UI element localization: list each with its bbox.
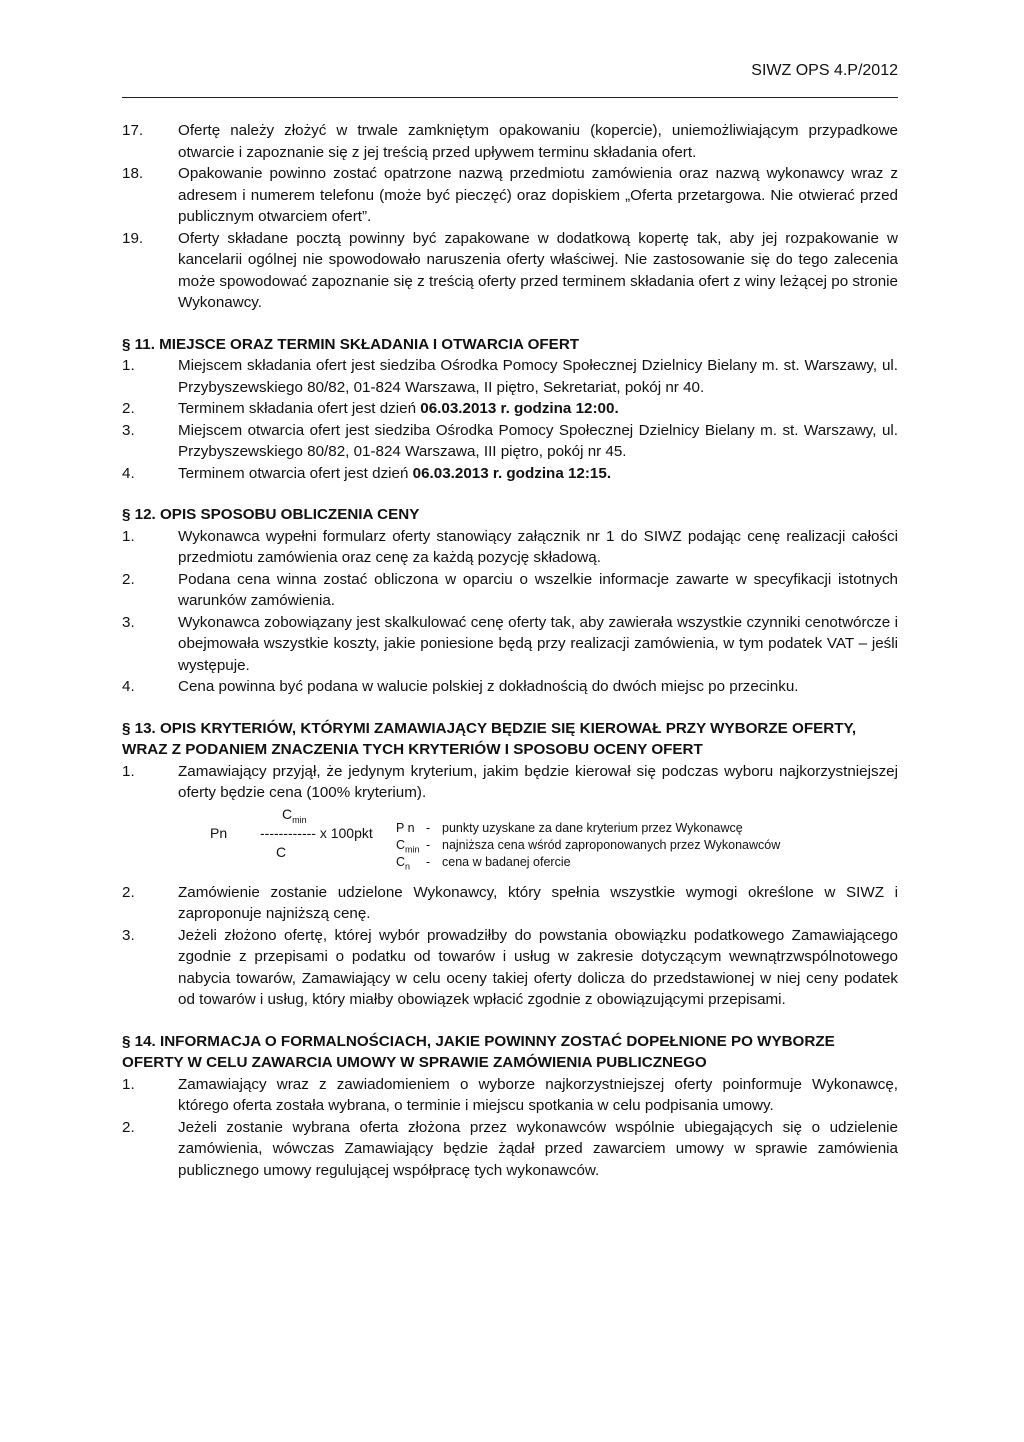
document-header: SIWZ OPS 4.P/2012: [751, 62, 898, 79]
section-heading-line: OFERTY W CELU ZAWARCIA UMOWY W SPRAWIE ZAMÓWIENIA PUBLICZNEGO: [122, 1054, 707, 1071]
list-item: [122, 925, 898, 1011]
legend-dash: -: [426, 837, 431, 852]
item-number: 18.: [122, 165, 144, 182]
item-text: Podana cena winna zostać obliczona w oparciu o wszelkie informacje zawarte w specyfikacji istotnych warunków zamówienia.: [178, 570, 898, 609]
item-number: 4.: [122, 464, 135, 482]
list-item: [122, 882, 898, 925]
item-text: Ofertę należy złożyć w trwale zamkniętym opakowaniu (kopercie), uniemożliwiającym przypadkowe otwarcie i zapoznanie się z jej treścią przed upływem terminu składania ofert.: [178, 122, 898, 161]
item-deadline: 06.03.2013 r. godzina 12:15.: [412, 464, 612, 482]
formula-denominator: C: [276, 843, 287, 860]
item-text: [178, 463, 898, 485]
legend-symbol-sub: n: [405, 861, 411, 871]
item-text: Jeżeli zostanie wybrana oferta złożona przez wykonawców wspólnie ubiegających się o udzielenie zamówienia, wówczas Zamawiający będzie żądał przed zawarciem umowy w sprawie zamówienia publicznego umowy regulującej współpracę tych wykonawców.: [178, 1118, 898, 1179]
item-text: Wykonawca wypełni formularz oferty stanowiący załącznik nr 1 do SIWZ podając cenę realizacji całości przedmiotu zamówienia oraz cenę za każdą pozycję składową.: [178, 527, 898, 566]
item-number: 2.: [122, 570, 135, 588]
item-number: 2.: [122, 1118, 135, 1136]
list-item: [122, 398, 898, 420]
section-heading-11: § 11. MIEJSCE ORAZ TERMIN SKŁADANIA I OTWARCIA OFERT: [122, 335, 580, 353]
legend-desc: cena w badanej ofercie: [442, 854, 571, 869]
header-rule: [122, 97, 898, 98]
item-number: 17.: [122, 122, 144, 139]
section-heading-line: WRAZ Z PODANIEM ZNACZENIA TYCH KRYTERIÓW I SPOSOBU OCENY OFERT: [122, 741, 703, 758]
item-number: 3.: [122, 926, 135, 944]
section-heading-12: § 12. OPIS SPOSOBU OBLICZENIA CENY: [122, 506, 420, 523]
item-number: 4.: [122, 678, 135, 695]
item-text: Jeżeli złożono ofertę, której wybór prowadziłby do powstania obowiązku podatkowego Zamawiającego zgodnie z przepisami o podatku od towarów i usług w zakresie dotyczącym wewnątrzwspólnotowego nabycia towarów, Zamawiający w celu oceny takiej oferty dolicza do przedstawionej w niej ceny podatek od towarów i usług, który miałby obowiązek wpłacić zgodnie z obowiązującymi przepisami.: [178, 926, 898, 1008]
item-text-plain: Terminem składania ofert jest dzień: [178, 400, 421, 417]
item-number: 1.: [122, 762, 135, 780]
list-item: [122, 163, 898, 228]
list-item: [122, 526, 898, 569]
section-heading-line: § 13. OPIS KRYTERIÓW, KTÓRYMI ZAMAWIAJĄCY BĘDZIE SIĘ KIEROWAŁ PRZY WYBORZE OFERTY,: [122, 719, 857, 737]
section-heading-14: [122, 1031, 898, 1074]
list-item: [122, 676, 898, 698]
item-text: Miejscem składania ofert jest siedziba Ośrodka Pomocy Społecznej Dzielnicy Bielany m. st. Warszawy, ul. Przybyszewskiego 80/82, 01-824 Warszawa, II piętro, Sekretariat, pokój nr 40.: [178, 357, 898, 396]
item-number: 3.: [122, 421, 135, 439]
list-item: [122, 612, 898, 677]
legend-dash: -: [426, 854, 431, 869]
section-heading-13: [122, 718, 898, 761]
list-item: [122, 1117, 898, 1182]
item-text-plain: Terminem otwarcia ofert jest dzień: [178, 464, 413, 482]
formula-numerator-symbol: C: [282, 805, 293, 822]
item-text: Zamówienie zostanie udzielone Wykonawcy, który spełnia wszystkie wymogi określone w SIWZ i zaproponuje najniższą cenę.: [178, 883, 898, 922]
item-text: Zamawiający wraz z zawiadomieniem o wyborze najkorzystniejszej oferty poinformuje Wykonawcę, którego oferta została wybrana, o terminie i miejscu spotkania w celu podpisania umowy.: [178, 1075, 898, 1114]
item-deadline: 06.03.2013 r. godzina 12:00.: [420, 400, 619, 417]
item-text: Miejscem otwarcia ofert jest siedziba Ośrodka Pomocy Społecznej Dzielnicy Bielany m. st. Warszawy, ul. Przybyszewskiego 80/82, 01-824 Warszawa, III piętro, pokój nr 45.: [178, 421, 898, 460]
item-number: 1.: [122, 527, 135, 545]
legend-row-cn: [396, 854, 571, 875]
document-body: [122, 120, 898, 1181]
formula-lhs: Pn: [210, 824, 228, 841]
legend-desc: najniższa cena wśród zaproponowanych przez Wykonawców: [442, 837, 781, 852]
legend-symbol: C: [396, 837, 406, 852]
list-item: [122, 761, 898, 804]
list-item: [122, 463, 898, 485]
list-item: [122, 228, 898, 314]
list-item: [122, 355, 898, 398]
item-number: 3.: [122, 613, 135, 631]
list-item: [122, 420, 898, 463]
legend-dash: -: [426, 820, 431, 835]
item-text: Oferty składane pocztą powinny być zapakowane w dodatkową kopertę tak, aby jej rozpakowanie w kancelarii ogólnej nie spowodowało naruszenia oferty właściwej. Nie zastosowanie się do tego zalecenia może spowodować zapoznanie się z treścią oferty przed terminem składania ofert z winy leżącej po stronie Wykonawcy.: [178, 229, 898, 311]
scoring-formula: [122, 806, 898, 874]
item-text: Zamawiający przyjął, że jedynym kryterium, jakim będzie kierował się podczas wyboru najkorzystniejszej oferty będzie cena (100% kryterium).: [178, 762, 898, 801]
list-item: [122, 569, 898, 612]
legend-symbol-sub: min: [405, 844, 420, 854]
legend-symbol-wrap: [396, 854, 426, 875]
item-number: 1.: [122, 357, 135, 374]
item-text: Cena powinna być podana w walucie polskiej z dokładnością do dwóch miejsc po przecinku.: [178, 678, 799, 695]
legend-symbol: C: [396, 854, 406, 869]
item-number: 2.: [122, 883, 135, 901]
item-number: 19.: [122, 229, 144, 247]
list-item: [122, 120, 898, 163]
section-heading-line: § 14. INFORMACJA O FORMALNOŚCIACH, JAKIE POWINNY ZOSTAĆ DOPEŁNIONE PO WYBORZE: [122, 1032, 835, 1050]
formula-fraction-line: ------------ x 100pkt: [260, 824, 373, 841]
item-number: 2.: [122, 400, 135, 417]
legend-symbol: P n: [396, 820, 415, 835]
item-text: [178, 398, 898, 420]
item-text: Wykonawca zobowiązany jest skalkulować cenę oferty tak, aby zawierała wszystkie czynniki cenotwórcze i obejmowała wszystkie koszty, jakie poniesione będą przy realizacji zamówienia, w tym podatek VAT – jeśli występuje.: [178, 613, 898, 674]
legend-row-pn: [396, 820, 743, 836]
item-text: Opakowanie powinno zostać opatrzone nazwą przedmiotu zamówienia oraz nazwą wykonawcy wraz z adresem i numerem telefonu (może być pieczęć) oraz dopiskiem „Oferta przetargowa. Nie otwierać przed publicznym otwarciem ofert”.: [178, 165, 898, 225]
item-number: 1.: [122, 1075, 135, 1093]
list-item: [122, 1074, 898, 1117]
formula-numerator-sub: min: [292, 814, 307, 825]
legend-desc: punkty uzyskane za dane kryterium przez Wykonawcę: [442, 820, 743, 835]
